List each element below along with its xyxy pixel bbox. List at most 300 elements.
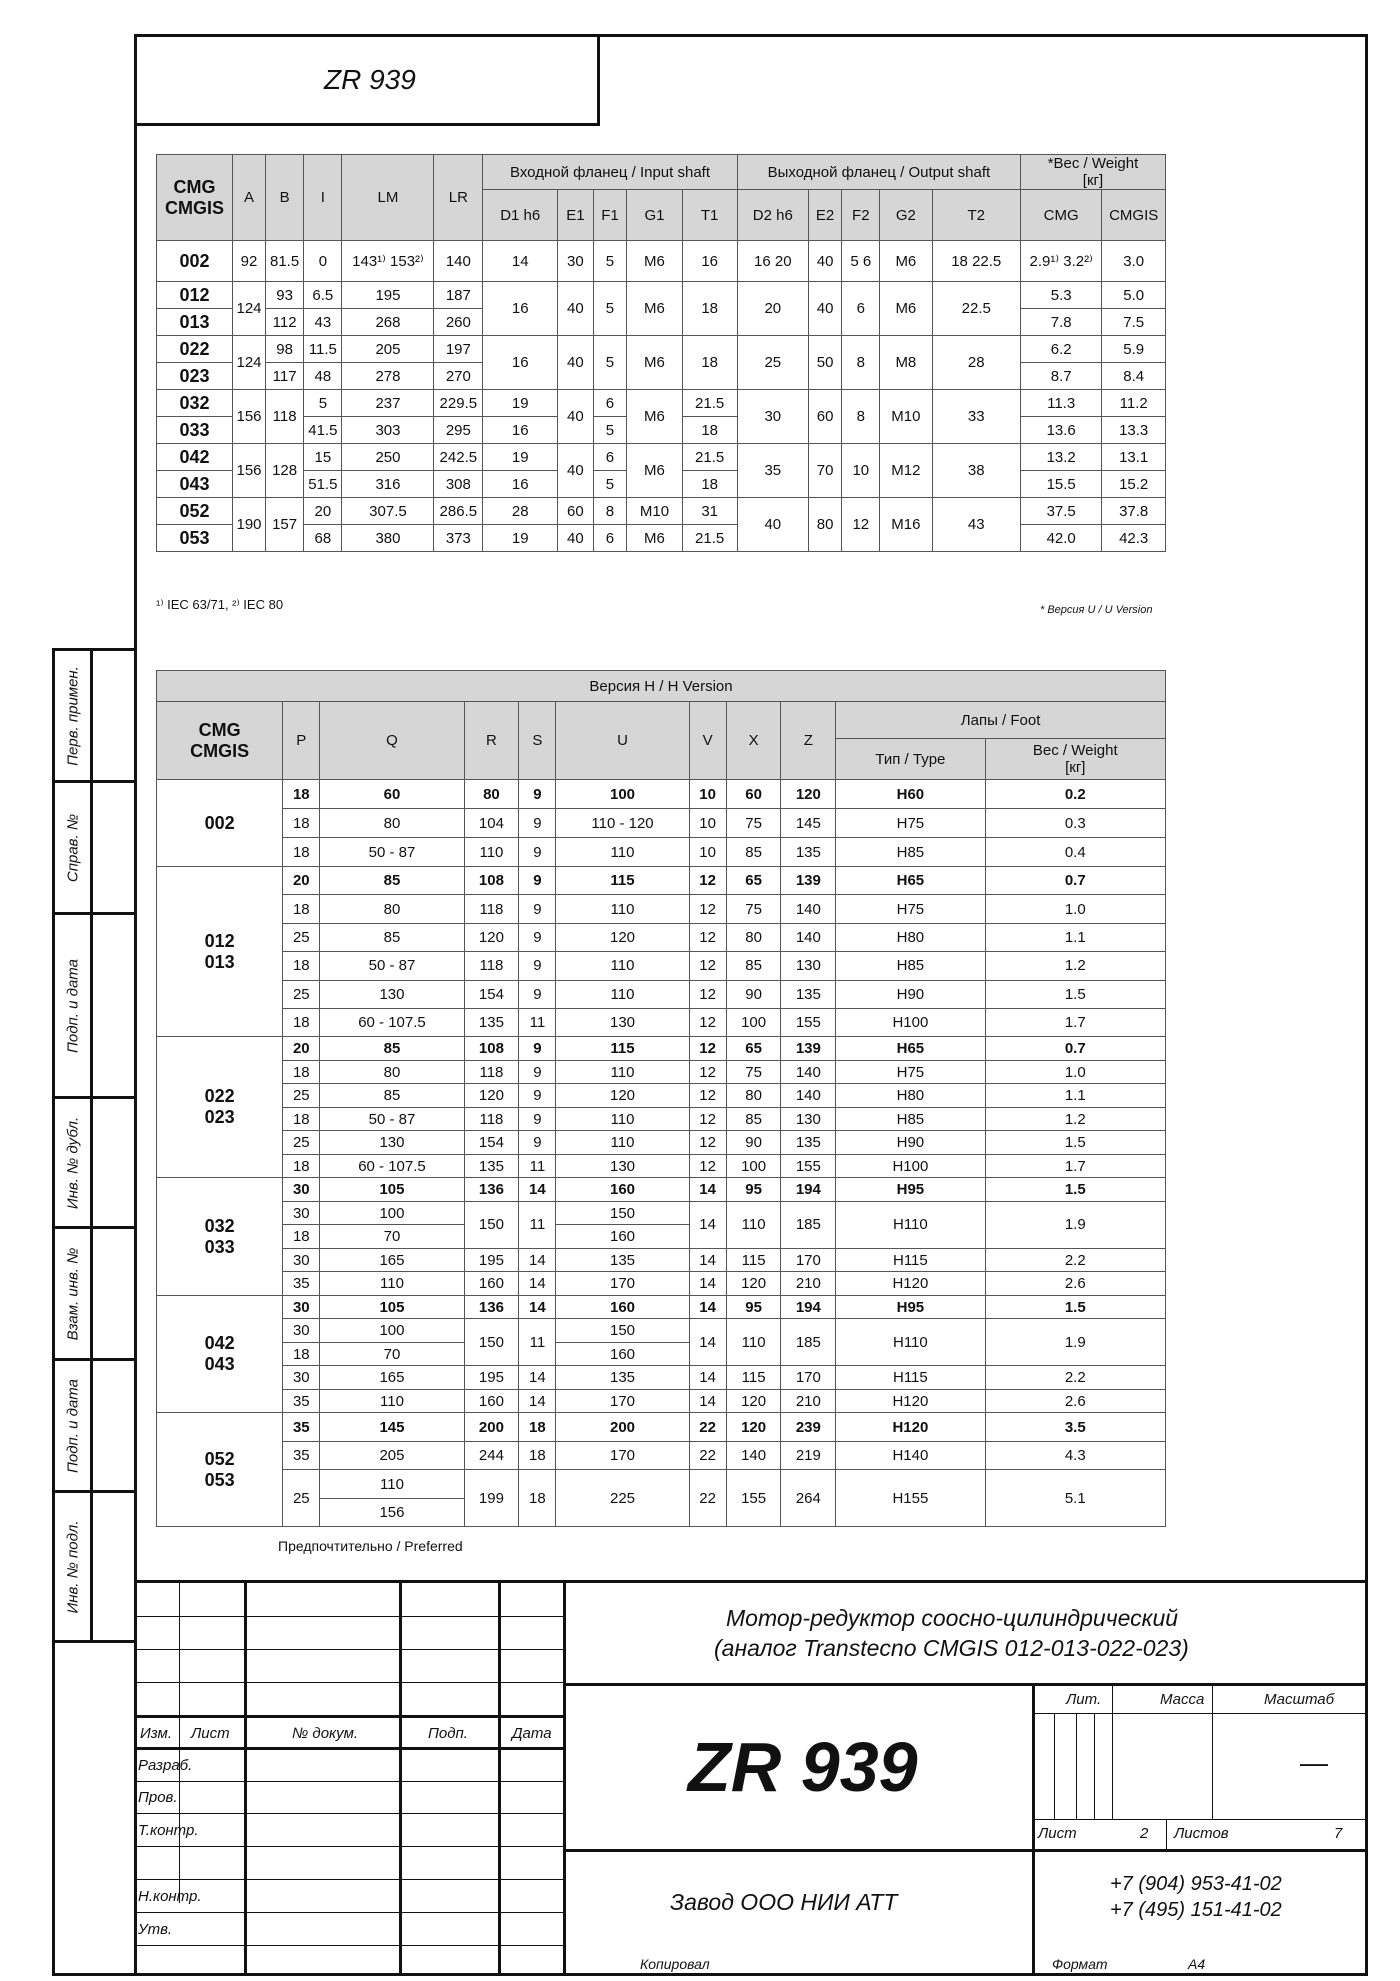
table-cell: M6: [627, 336, 682, 390]
table-cell: 12: [689, 952, 726, 980]
table-cell: 205: [320, 1441, 464, 1470]
model-cell: 042: [157, 444, 233, 471]
sidebar-label-box: [55, 1361, 93, 1490]
table-cell: 2.2: [985, 1366, 1165, 1390]
table-cell: 100: [320, 1201, 464, 1225]
table-cell: 124: [233, 336, 266, 390]
header-input-shaft: Входной фланец / Input shaft: [483, 155, 738, 190]
table-cell: 11: [519, 1319, 556, 1366]
table-cell: 12: [689, 980, 726, 1008]
table-cell: 0.7: [985, 1037, 1165, 1061]
header-d1: D1 h6: [483, 190, 558, 241]
table-cell: 160: [464, 1389, 519, 1413]
table-cell: 40: [558, 390, 593, 444]
table-cell: 12: [689, 1154, 726, 1178]
table-cell: 40: [558, 336, 593, 390]
table-cell: 80: [320, 1060, 464, 1084]
table-cell: 100: [320, 1319, 464, 1343]
table-cell: 135: [781, 838, 836, 867]
version-title: Версия H / H Version: [157, 671, 1166, 702]
table-cell: 60: [558, 498, 593, 525]
table-cell: 40: [558, 444, 593, 498]
table-cell: 11.2: [1102, 390, 1166, 417]
table-cell: 9: [519, 838, 556, 867]
table-cell: 9: [519, 780, 556, 809]
table-cell: H120: [836, 1413, 985, 1442]
table-cell: 5.3: [1020, 282, 1101, 309]
table-cell: 60 - 107.5: [320, 1008, 464, 1036]
table-cell: 14: [519, 1178, 556, 1202]
table-cell: 0.2: [985, 780, 1165, 809]
table-cell: 9: [519, 1107, 556, 1131]
table-cell: 316: [342, 471, 434, 498]
table-cell: 110: [320, 1389, 464, 1413]
table-cell: 19: [483, 525, 558, 552]
table-row: [157, 1178, 1166, 1202]
table-cell: 1.2: [985, 1107, 1165, 1131]
table-cell: 20: [304, 498, 342, 525]
table-row: [157, 923, 1166, 951]
table-cell: 16: [483, 417, 558, 444]
table-cell: 100: [556, 780, 689, 809]
table-cell: 12: [689, 1037, 726, 1061]
table-cell: 15: [304, 444, 342, 471]
table-cell: 5: [304, 390, 342, 417]
table-cell: 60: [726, 780, 781, 809]
table-cell: M6: [880, 282, 932, 336]
table-cell: 373: [434, 525, 483, 552]
table-cell: 12: [842, 498, 880, 552]
table-cell: 155: [726, 1470, 781, 1527]
table-cell: 85: [320, 1037, 464, 1061]
table-cell: 120: [556, 1084, 689, 1108]
table-cell: 8.4: [1102, 363, 1166, 390]
table-cell: 150: [464, 1319, 519, 1366]
table-row: [157, 282, 1166, 309]
table-row: [157, 1201, 1166, 1225]
table-cell: 1.7: [985, 1008, 1165, 1036]
table-cell: 5: [593, 241, 627, 282]
table-cell: 130: [556, 1154, 689, 1178]
table-cell: 136: [464, 1178, 519, 1202]
table-cell: 200: [556, 1413, 689, 1442]
table-cell: 16 20: [737, 241, 808, 282]
sidebar-label: Взам. инв. №: [64, 1247, 81, 1340]
table-cell: 120: [781, 780, 836, 809]
table-cell: 22.5: [932, 282, 1020, 336]
table-cell: H115: [836, 1248, 985, 1272]
table-row: [157, 1295, 1166, 1319]
preferred-note: Предпочтительно / Preferred: [278, 1538, 463, 1554]
table-row: [157, 952, 1166, 980]
table-cell: 30: [283, 1295, 320, 1319]
table-cell: 35: [283, 1441, 320, 1470]
table-row: [157, 809, 1166, 838]
table-cell: 10: [689, 780, 726, 809]
table-cell: 60 - 107.5: [320, 1154, 464, 1178]
model-cell: 042 043: [157, 1295, 283, 1413]
table-row: [157, 498, 1166, 525]
table-cell: 237: [342, 390, 434, 417]
table-cell: 12: [689, 1084, 726, 1108]
sidebar-cell: [55, 915, 134, 1099]
header-e2: E2: [808, 190, 842, 241]
role-tkontr: Т.контр.: [138, 1822, 199, 1839]
header-lr: LR: [434, 155, 483, 241]
table-cell: 110: [556, 1131, 689, 1155]
table-cell: 11: [519, 1201, 556, 1248]
table-cell: H110: [836, 1201, 985, 1248]
table-cell: 135: [781, 980, 836, 1008]
sidebar-cell: [55, 783, 134, 915]
table-cell: 170: [556, 1441, 689, 1470]
sidebar-label-box: [55, 783, 93, 912]
table-cell: M6: [627, 390, 682, 444]
table-cell: H80: [836, 1084, 985, 1108]
table-cell: H95: [836, 1178, 985, 1202]
table-cell: 155: [781, 1008, 836, 1036]
table-cell: 22: [689, 1413, 726, 1442]
table-cell: 31: [682, 498, 737, 525]
table-cell: 18: [519, 1441, 556, 1470]
table-cell: 3.0: [1102, 241, 1166, 282]
table-cell: M10: [880, 390, 932, 444]
col-izm: Изм.: [140, 1725, 172, 1742]
table-cell: 135: [464, 1154, 519, 1178]
table-cell: 43: [304, 309, 342, 336]
table-cell: 19: [483, 390, 558, 417]
header-w_cmgis: CMGIS: [1102, 190, 1166, 241]
table-cell: 8: [842, 336, 880, 390]
table-cell: 130: [781, 952, 836, 980]
table-cell: 210: [781, 1272, 836, 1296]
table-cell: 85: [726, 838, 781, 867]
table-cell: 1.9: [985, 1201, 1165, 1248]
table-cell: 37.8: [1102, 498, 1166, 525]
table-row: [157, 867, 1166, 895]
table-cell: 18 22.5: [932, 241, 1020, 282]
table-cell: 11: [519, 1154, 556, 1178]
table-cell: 12: [689, 923, 726, 951]
col-sign: Подп.: [428, 1725, 468, 1742]
sidebar-label: Инв. № подл.: [64, 1519, 81, 1614]
table-cell: 110: [556, 980, 689, 1008]
table-cell: 145: [320, 1413, 464, 1442]
table-cell: 115: [556, 867, 689, 895]
table-cell: 12: [689, 867, 726, 895]
table-cell: 25: [737, 336, 808, 390]
header-d2: D2 h6: [737, 190, 808, 241]
role-prov: Пров.: [138, 1789, 178, 1806]
table-cell: 28: [483, 498, 558, 525]
table-cell: 200: [464, 1413, 519, 1442]
doc-code-top: ZR 939: [324, 64, 416, 95]
table-cell: 160: [556, 1178, 689, 1202]
table-cell: 18: [283, 1060, 320, 1084]
model-cell: 022 023: [157, 1037, 283, 1178]
table-cell: 28: [932, 336, 1020, 390]
table-cell: M16: [880, 498, 932, 552]
table-cell: H85: [836, 1107, 985, 1131]
table-cell: H155: [836, 1470, 985, 1527]
table-cell: 38: [932, 444, 1020, 498]
table-cell: 197: [434, 336, 483, 363]
table-row: [157, 1008, 1166, 1036]
table-cell: 70: [320, 1225, 464, 1249]
table-cell: 100: [726, 1154, 781, 1178]
table-row: [157, 1272, 1166, 1296]
table-cell: 120: [464, 923, 519, 951]
table-cell: 4.3: [985, 1441, 1165, 1470]
table-cell: 42.0: [1020, 525, 1101, 552]
sidebar-columns: [52, 648, 134, 1976]
sidebar-cell: [55, 1229, 134, 1361]
table-cell: 14: [689, 1178, 726, 1202]
model-cell: 002: [157, 241, 233, 282]
table-cell: 170: [781, 1366, 836, 1390]
table-cell: 9: [519, 1060, 556, 1084]
table-cell: 35: [737, 444, 808, 498]
table-cell: 75: [726, 809, 781, 838]
model-cell: 012 013: [157, 867, 283, 1037]
table-cell: H75: [836, 1060, 985, 1084]
table-cell: 155: [781, 1154, 836, 1178]
table-cell: 205: [342, 336, 434, 363]
table-cell: 14: [519, 1248, 556, 1272]
table-cell: 110: [556, 1060, 689, 1084]
table-cell: 13.3: [1102, 417, 1166, 444]
table-cell: H85: [836, 838, 985, 867]
table-cell: 124: [233, 282, 266, 336]
table-cell: 195: [464, 1248, 519, 1272]
table-cell: 9: [519, 980, 556, 1008]
table-cell: 118: [464, 1060, 519, 1084]
table-cell: 20: [283, 1037, 320, 1061]
table-cell: 2.2: [985, 1248, 1165, 1272]
table-cell: 140: [781, 1084, 836, 1108]
table-cell: 43: [932, 498, 1020, 552]
table-cell: 60: [320, 780, 464, 809]
sidebar-label: Перв. примен.: [64, 665, 81, 766]
table-cell: 13.2: [1020, 444, 1101, 471]
table-cell: 130: [781, 1107, 836, 1131]
table-cell: 75: [726, 1060, 781, 1084]
version-row: [157, 671, 1166, 702]
table-cell: 380: [342, 525, 434, 552]
table-cell: 20: [283, 867, 320, 895]
table-cell: 80: [320, 809, 464, 838]
table-cell: 143¹⁾ 153²⁾: [342, 241, 434, 282]
table-cell: 14: [519, 1389, 556, 1413]
table-cell: 130: [320, 1131, 464, 1155]
table-cell: 1.5: [985, 980, 1165, 1008]
scale-value: —: [1300, 1747, 1328, 1778]
table-cell: 5 6: [842, 241, 880, 282]
sidebar-label-box: [55, 1099, 93, 1226]
table-cell: 140: [781, 895, 836, 923]
table-cell: 5: [593, 282, 627, 336]
table-cell: 160: [556, 1295, 689, 1319]
table-cell: 13.1: [1102, 444, 1166, 471]
header-row: [157, 155, 1166, 190]
table-cell: 118: [464, 1107, 519, 1131]
table-cell: 286.5: [434, 498, 483, 525]
table-cell: 92: [233, 241, 266, 282]
table-cell: 9: [519, 809, 556, 838]
table-row: [157, 1366, 1166, 1390]
table-cell: 11.5: [304, 336, 342, 363]
table-cell: 9: [519, 952, 556, 980]
table-cell: 239: [781, 1413, 836, 1442]
model-cell: 052 053: [157, 1413, 283, 1527]
table-cell: 70: [808, 444, 842, 498]
table-cell: 15.2: [1102, 471, 1166, 498]
table-row: [157, 336, 1166, 363]
table-cell: M6: [627, 241, 682, 282]
table-cell: 90: [726, 980, 781, 1008]
table-cell: 7.5: [1102, 309, 1166, 336]
table-cell: 33: [932, 390, 1020, 444]
table-cell: M6: [627, 444, 682, 498]
table-cell: 100: [726, 1008, 781, 1036]
sidebar-cell: [55, 1493, 134, 1643]
table-row: [157, 390, 1166, 417]
table-cell: 40: [737, 498, 808, 552]
header-row: [157, 702, 1166, 739]
table-cell: 1.9: [985, 1319, 1165, 1366]
table-cell: 9: [519, 1084, 556, 1108]
header-t1: T1: [682, 190, 737, 241]
table-cell: 120: [464, 1084, 519, 1108]
header-f1: F1: [593, 190, 627, 241]
header-output-shaft: Выходной фланец / Output shaft: [737, 155, 1020, 190]
table-cell: 187: [434, 282, 483, 309]
table-cell: 219: [781, 1441, 836, 1470]
model-cell: 002: [157, 780, 283, 867]
table-cell: H75: [836, 809, 985, 838]
table-cell: 9: [519, 1131, 556, 1155]
header-z: Z: [781, 702, 836, 780]
sheet-label: Лист: [1038, 1825, 1077, 1842]
table-cell: 35: [283, 1413, 320, 1442]
table-cell: 42.3: [1102, 525, 1166, 552]
table-cell: 5: [593, 471, 627, 498]
model-cell: 043: [157, 471, 233, 498]
table-cell: H115: [836, 1366, 985, 1390]
header-v: V: [689, 702, 726, 780]
table-cell: 195: [464, 1366, 519, 1390]
table-cell: 303: [342, 417, 434, 444]
sheets-label: Листов: [1174, 1825, 1229, 1842]
sidebar-label: Подп. и дата: [64, 958, 81, 1053]
table-cell: 18: [283, 809, 320, 838]
table-cell: 185: [781, 1319, 836, 1366]
table-cell: 81.5: [265, 241, 303, 282]
table-cell: 154: [464, 980, 519, 1008]
table-cell: 128: [265, 444, 303, 498]
table-cell: 14: [689, 1201, 726, 1248]
sidebar-label: Подп. и дата: [64, 1378, 81, 1473]
table-cell: 98: [265, 336, 303, 363]
table-cell: 6.2: [1020, 336, 1101, 363]
table-cell: 165: [320, 1248, 464, 1272]
model-cell: 052: [157, 498, 233, 525]
table-cell: 104: [464, 809, 519, 838]
table-cell: 270: [434, 363, 483, 390]
table-cell: 85: [726, 1107, 781, 1131]
table-cell: 75: [726, 895, 781, 923]
table-cell: 14: [689, 1366, 726, 1390]
table-cell: H80: [836, 923, 985, 951]
table-cell: H140: [836, 1441, 985, 1470]
col-list: Лист: [191, 1725, 230, 1742]
table-cell: 110: [556, 895, 689, 923]
table-cell: 2.9¹⁾ 3.2²⁾: [1020, 241, 1101, 282]
table-cell: 19: [483, 444, 558, 471]
table-cell: 80: [320, 895, 464, 923]
table-cell: 185: [781, 1201, 836, 1248]
table-cell: 18: [283, 1342, 320, 1366]
table-cell: 12: [689, 1107, 726, 1131]
table-cell: 70: [320, 1342, 464, 1366]
table-cell: 2.6: [985, 1272, 1165, 1296]
header-f2: F2: [842, 190, 880, 241]
table-cell: 264: [781, 1470, 836, 1527]
table-row: [157, 780, 1166, 809]
table-cell: 0.4: [985, 838, 1165, 867]
table-cell: H75: [836, 895, 985, 923]
table-row: [157, 1131, 1166, 1155]
table-cell: 25: [283, 923, 320, 951]
table-cell: 16: [483, 282, 558, 336]
header-weight: *Вес / Weight [кг]: [1020, 155, 1165, 190]
header-u: U: [556, 702, 689, 780]
title-block: [134, 1580, 1368, 1976]
sidebar-label-box: [55, 1229, 93, 1358]
table-cell: 194: [781, 1178, 836, 1202]
table-cell: H120: [836, 1389, 985, 1413]
table-cell: 40: [808, 241, 842, 282]
table-row: [157, 1248, 1166, 1272]
table-cell: 120: [726, 1272, 781, 1296]
header-x: X: [726, 702, 781, 780]
table-cell: H85: [836, 952, 985, 980]
organization: Завод ООО НИИ АТТ: [670, 1889, 898, 1915]
role-utv: Утв.: [138, 1921, 173, 1938]
table-cell: 14: [483, 241, 558, 282]
model-cell: 013: [157, 309, 233, 336]
table-cell: M8: [880, 336, 932, 390]
header-w_cmg: CMG: [1020, 190, 1101, 241]
table-cell: 8: [842, 390, 880, 444]
table-cell: 117: [265, 363, 303, 390]
table-row: [157, 1413, 1166, 1442]
table-cell: 30: [283, 1178, 320, 1202]
format-label: Формат: [1052, 1956, 1108, 1972]
table-cell: 5.9: [1102, 336, 1166, 363]
table-cell: 210: [781, 1389, 836, 1413]
product-title-line1: Мотор-редуктор соосно-цилиндрический: [726, 1605, 1179, 1631]
table-cell: 50: [808, 336, 842, 390]
table-cell: 250: [342, 444, 434, 471]
table-cell: 140: [434, 241, 483, 282]
table-cell: 139: [781, 1037, 836, 1061]
table-cell: 135: [464, 1008, 519, 1036]
table-cell: M12: [880, 444, 932, 498]
sidebar-cell: [55, 1099, 134, 1229]
format-value: A4: [1188, 1956, 1206, 1972]
table-cell: 8.7: [1020, 363, 1101, 390]
